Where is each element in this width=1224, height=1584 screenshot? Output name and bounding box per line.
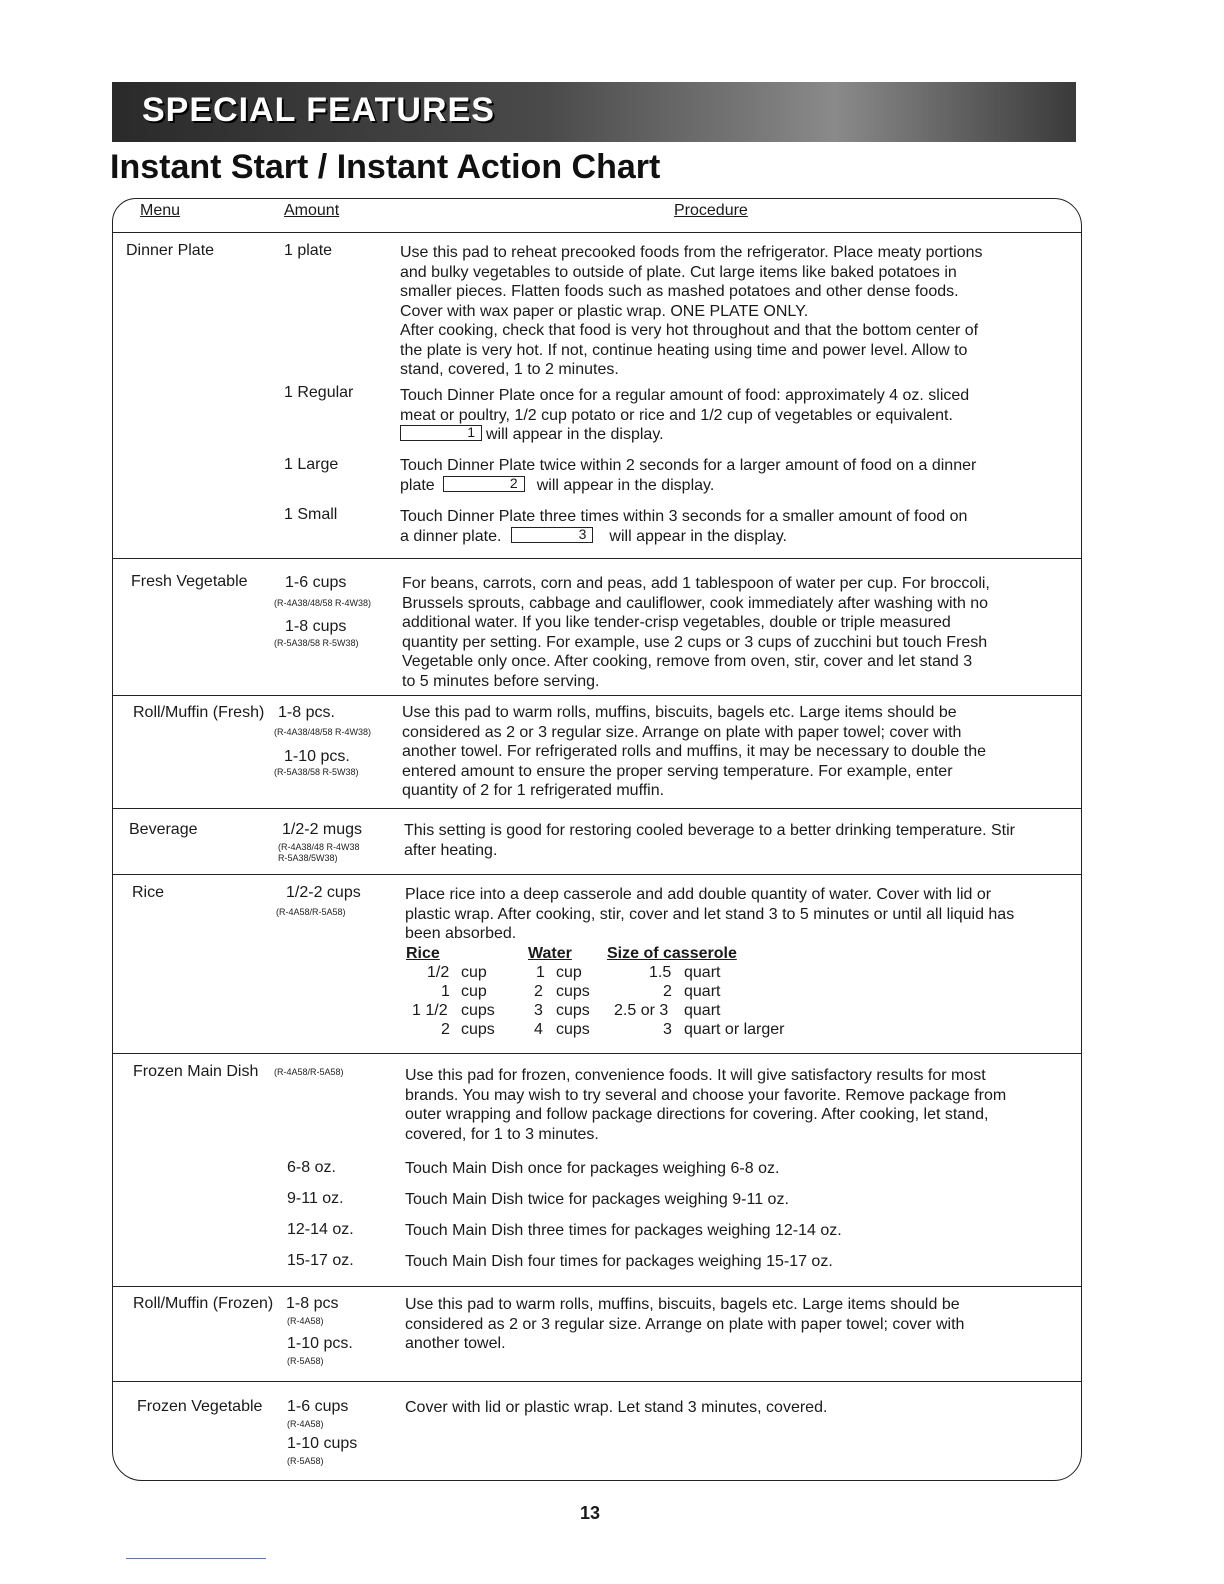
- procedure-text: Cover with lid or plastic wrap. Let stand 3 minutes, covered.: [405, 1399, 828, 1416]
- header-menu: Menu: [140, 202, 181, 219]
- procedure-text: Touch Main Dish four times for packages weighing 15-17 oz.: [405, 1253, 833, 1270]
- amount: 1 plate: [284, 242, 333, 259]
- procedure-text: Touch Main Dish once for packages weighing 6-8 oz.: [405, 1160, 780, 1177]
- amount: 1/2-2 cups: [286, 884, 361, 901]
- table-cell: cup: [556, 964, 582, 981]
- menu-frozen-vegetable: Frozen Vegetable: [137, 1398, 263, 1415]
- amount: 1 Regular: [284, 384, 354, 401]
- table-cell: quart: [684, 983, 721, 1000]
- amount: 1-10 pcs.: [284, 748, 350, 765]
- chart-title: Instant Start / Instant Action Chart: [110, 148, 661, 186]
- table-cell: cup: [461, 983, 487, 1000]
- procedure-text: Use this pad to reheat precooked foods from the refrigerator. Place meaty portions and bulky vegetables to outside of plate. Cut large items like baked potatoes in smaller pieces. Flatten foods such as mashed potatoes and other dense foods. Cover with wax paper or plastic wrap. ONE PLATE ONLY. After cooking, check that food is very hot throughout and that the bottom center of the plate is very hot. If not, continue heating using time and power level. Allow to stand, covered, 1 to 2 minutes.: [400, 244, 983, 378]
- amount: 12-14 oz.: [287, 1221, 354, 1238]
- display-indicator: 2: [443, 476, 525, 492]
- procedure-text: Touch Main Dish three times for packages weighing 12-14 oz.: [405, 1222, 842, 1239]
- row-divider: [112, 808, 1082, 809]
- table-cell: 4: [534, 1021, 543, 1038]
- model-note: (R-5A38/58 R-5W38): [274, 638, 359, 648]
- table-cell: quart: [684, 1002, 721, 1019]
- banner-title: SPECIAL FEATURES: [142, 91, 495, 129]
- row-divider: [112, 874, 1082, 875]
- amount: 6-8 oz.: [287, 1159, 336, 1176]
- table-cell: 1: [536, 964, 545, 981]
- menu-frozen-main-dish: Frozen Main Dish: [133, 1063, 259, 1080]
- header-procedure: Procedure: [674, 202, 748, 219]
- table-cell: cups: [556, 1021, 590, 1038]
- amount: 1-8 pcs: [286, 1295, 339, 1312]
- table-cell: 3: [663, 1021, 672, 1038]
- model-note: (R-5A38/58 R-5W38): [274, 767, 359, 777]
- procedure-text: Touch Dinner Plate twice within 2 seconds for a larger amount of food on a dinner plate 2 will appear in the display.: [400, 457, 977, 494]
- table-cell: 2: [534, 983, 543, 1000]
- amount: 1/2-2 mugs: [282, 821, 363, 838]
- table-header: Size of casserole: [607, 945, 737, 962]
- procedure-text: Touch Dinner Plate three times within 3 seconds for a smaller amount of food on a dinner plate. 3 will appear in the display.: [400, 508, 968, 545]
- menu-dinner-plate: Dinner Plate: [126, 242, 215, 259]
- row-divider: [112, 695, 1082, 696]
- table-cell: quart: [684, 964, 721, 981]
- table-header: Water: [528, 945, 572, 962]
- procedure-text: For beans, carrots, corn and peas, add 1 tablespoon of water per cup. For broccoli, Brussels sprouts, cabbage and cauliflower, cook immediately after washing with no additional water. If you like tender-crisp vegetables, double or triple measured quantity per setting. For example, use 2 cups or 3 cups of zucchini but touch Fresh Vegetable only once. After cooking, remove from oven, stir, cover and let stand 3 to 5 minutes before serving.: [402, 575, 990, 690]
- procedure-text: Use this pad for frozen, convenience foods. It will give satisfactory results for most brands. You may wish to try several and choose your favorite. Remove package from outer wrapping and follow package directions for covering. After cooking, let stand, covered, for 1 to 3 minutes.: [405, 1067, 1007, 1143]
- menu-fresh-vegetable: Fresh Vegetable: [131, 573, 248, 590]
- model-note: (R-5A58): [287, 1456, 324, 1466]
- table-cell: quart or larger: [684, 1021, 785, 1038]
- table-cell: 2: [441, 1021, 450, 1038]
- table-cell: cups: [461, 1002, 495, 1019]
- table-cell: cups: [556, 1002, 590, 1019]
- row-divider: [112, 1286, 1082, 1287]
- display-indicator: 3: [511, 527, 593, 543]
- model-note: (R-4A58/R-5A58): [274, 1067, 344, 1077]
- table-cell: cup: [461, 964, 487, 981]
- amount: 1-10 pcs.: [287, 1335, 353, 1352]
- model-note: (R-4A38/48/58 R-4W38): [274, 598, 372, 608]
- model-note: (R-4A38/48/58 R-4W38): [274, 727, 372, 737]
- procedure-text: Touch Main Dish twice for packages weighing 9-11 oz.: [405, 1191, 789, 1208]
- menu-rice: Rice: [132, 884, 165, 901]
- header-divider: [112, 232, 1082, 233]
- table-cell: cups: [556, 983, 590, 1000]
- procedure-text: Use this pad to warm rolls, muffins, biscuits, bagels etc. Large items should be considered as 2 or 3 regular size. Arrange on plate with paper towel; cover with another towel.: [405, 1296, 965, 1352]
- procedure-text: Use this pad to warm rolls, muffins, biscuits, bagels etc. Large items should be considered as 2 or 3 regular size. Arrange on plate with paper towel; cover with another towel. For refrigerated rolls and muffins, it may be necessary to double the entered amount to ensure the proper serving temperature. For example, enter quantity of 2 for 1 refrigerated muffin.: [402, 704, 987, 799]
- amount: 15-17 oz.: [287, 1252, 354, 1269]
- amount: 1 Small: [284, 506, 338, 523]
- amount: 1-6 cups: [287, 1398, 349, 1415]
- amount: 1-8 pcs.: [278, 704, 335, 721]
- row-divider: [112, 558, 1082, 559]
- table-cell: 1: [441, 983, 450, 1000]
- row-divider: [112, 1053, 1082, 1054]
- table-cell: 1/2: [427, 964, 450, 981]
- table-cell: 2.5 or 3: [614, 1002, 669, 1019]
- table-header: Rice: [406, 945, 440, 962]
- procedure-text: This setting is good for restoring cooled beverage to a better drinking temperature. Stir after heating.: [404, 822, 1015, 859]
- menu-beverage: Beverage: [129, 821, 198, 838]
- amount: 1-8 cups: [285, 618, 347, 635]
- model-note: (R-4A58): [287, 1419, 324, 1429]
- table-cell: 1.5: [649, 964, 672, 981]
- menu-roll-muffin-frozen: Roll/Muffin (Frozen): [133, 1295, 274, 1312]
- procedure-text: Place rice into a deep casserole and add double quantity of water. Cover with lid or plastic wrap. After cooking, stir, cover and let stand 3 to 5 minutes or until all liquid has been absorbed.: [405, 886, 1015, 942]
- table-cell: 3: [534, 1002, 543, 1019]
- table-cell: 2: [663, 983, 672, 1000]
- model-note: (R-4A58): [287, 1316, 324, 1326]
- procedure-text: Touch Dinner Plate once for a regular amount of food: approximately 4 oz. sliced meat or poultry, 1/2 cup potato or rice and 1/2 cup of vegetables or equivalent. 1 will appear in the display.: [400, 387, 970, 443]
- table-cell: 1 1/2: [412, 1002, 448, 1019]
- section-banner: [112, 82, 1076, 142]
- amount: 1-6 cups: [285, 574, 347, 591]
- model-note: R-5A38/5W38): [278, 853, 338, 863]
- page-number: 13: [580, 1503, 601, 1523]
- row-divider: [112, 1381, 1082, 1382]
- model-note: (R-5A58): [287, 1356, 324, 1366]
- footer-line: [126, 1558, 266, 1559]
- menu-roll-muffin-fresh: Roll/Muffin (Fresh): [133, 704, 265, 721]
- table-cell: cups: [461, 1021, 495, 1038]
- model-note: (R-4A38/48 R-4W38: [278, 842, 360, 852]
- header-amount: Amount: [284, 202, 340, 219]
- amount: 1-10 cups: [287, 1435, 358, 1452]
- model-note: (R-4A58/R-5A58): [276, 907, 346, 917]
- amount: 1 Large: [284, 456, 339, 473]
- display-indicator: 1: [400, 425, 482, 441]
- amount: 9-11 oz.: [287, 1190, 344, 1207]
